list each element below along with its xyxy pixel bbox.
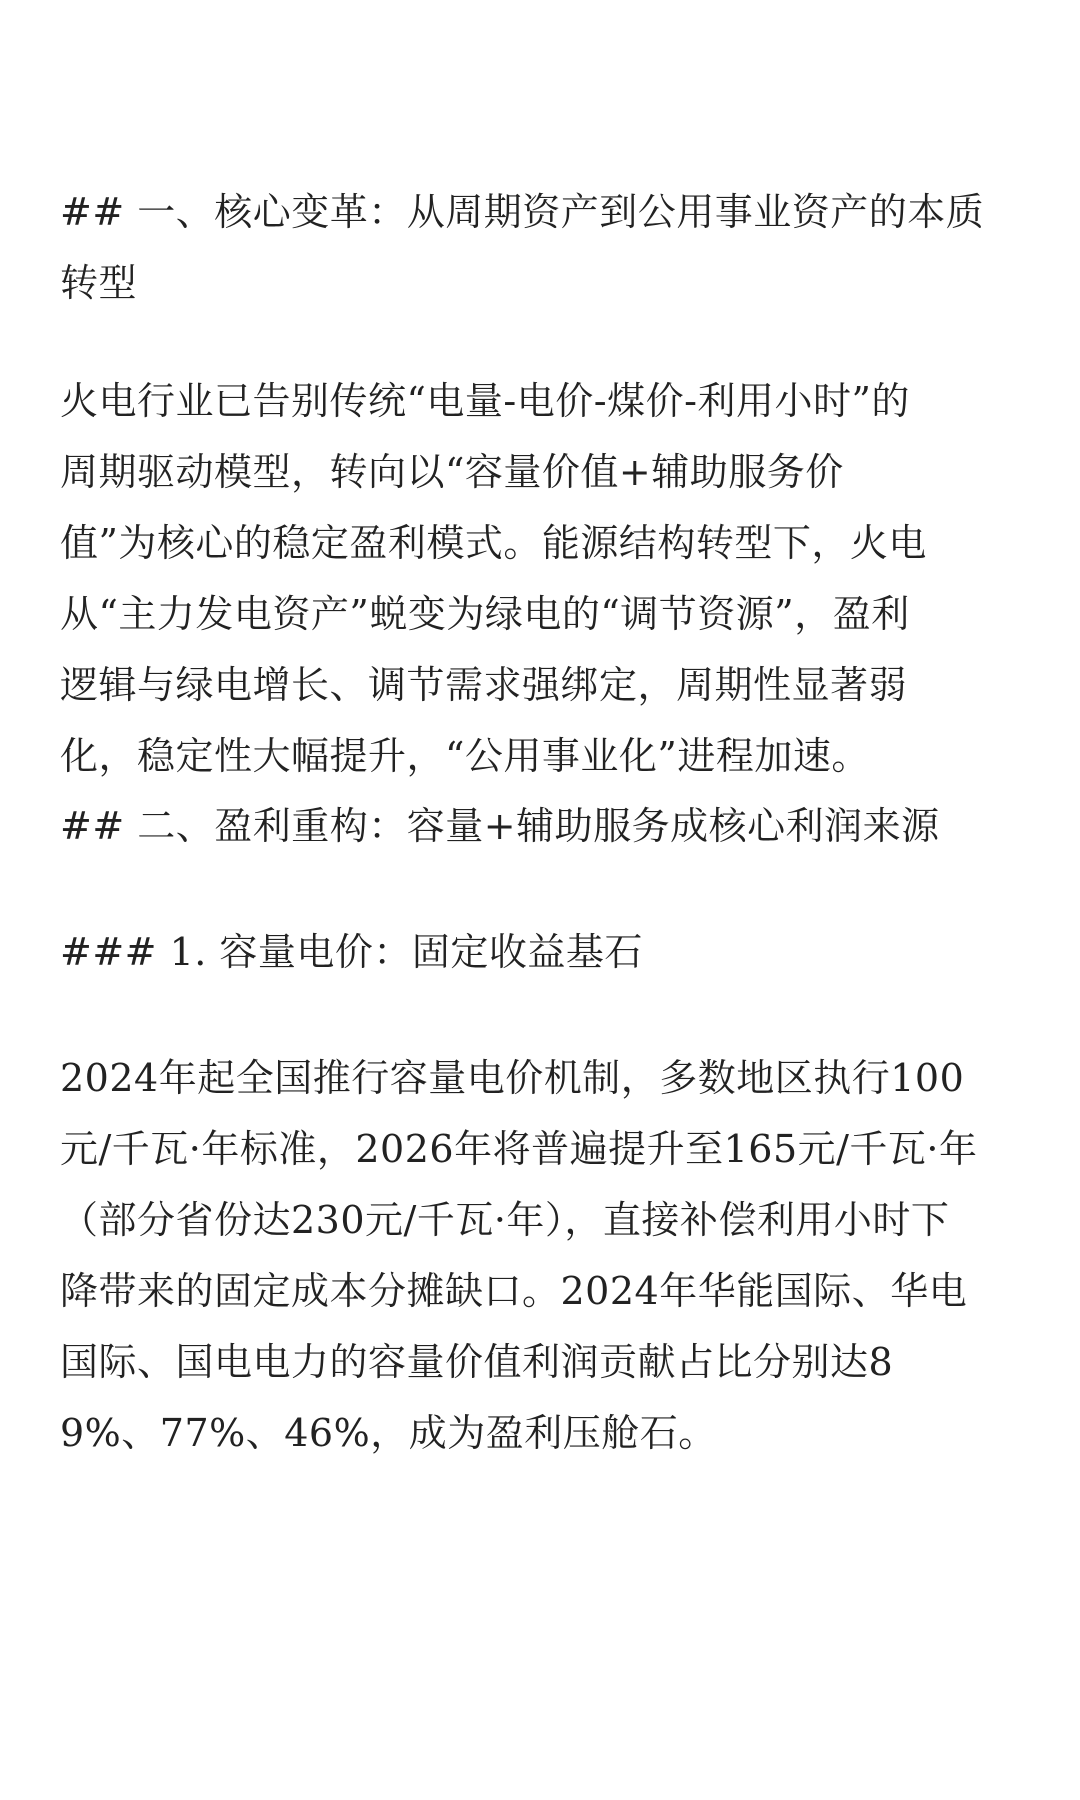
paragraph-line: 值”为核心的稳定盈利模式。能源结构转型下，火电 — [60, 521, 927, 565]
paragraph-line: 火电行业已告别传统“电量-电价-煤价-利用小时”的 — [60, 379, 910, 423]
heading-line: ## 一、核心变革：从周期资产到公用事业资产的本质 — [60, 190, 985, 234]
paragraph-capacity-price — [60, 1043, 1030, 1469]
paragraph-line: 降带来的固定成本分摊缺口。2024年华能国际、华电 — [60, 1269, 968, 1313]
subsection-heading-capacity-price — [60, 917, 1030, 988]
heading-line: ### 1. 容量电价：固定收益基石 — [60, 930, 643, 974]
section-heading-profit-restructure — [60, 791, 1030, 862]
paragraph-line: 国际、国电电力的容量价值利润贡献占比分别达8 — [60, 1340, 894, 1384]
paragraph-core-change — [60, 366, 1030, 792]
paragraph-line: 化，稳定性大幅提升，“公用事业化”进程加速。 — [60, 734, 870, 778]
paragraph-line: 元/千瓦·年标准，2026年将普遍提升至165元/千瓦·年 — [60, 1127, 978, 1171]
paragraph-line: 2024年起全国推行容量电价机制，多数地区执行100 — [60, 1056, 965, 1100]
paragraph-line: （部分省份达230元/千瓦·年），直接补偿利用小时下 — [60, 1198, 950, 1242]
section-heading-core-change — [60, 177, 1030, 319]
heading-line: 转型 — [60, 261, 138, 305]
paragraph-line: 周期驱动模型，转向以“容量价值+辅助服务价 — [60, 450, 844, 494]
paragraph-line: 从“主力发电资产”蜕变为绿电的“调节资源”，盈利 — [60, 592, 910, 636]
paragraph-line: 逻辑与绿电增长、调节需求强绑定，周期性显著弱 — [60, 663, 908, 707]
paragraph-line: 9%、77%、46%，成为盈利压舱石。 — [60, 1411, 717, 1455]
heading-line: ## 二、盈利重构：容量+辅助服务成核心利润来源 — [60, 804, 940, 848]
